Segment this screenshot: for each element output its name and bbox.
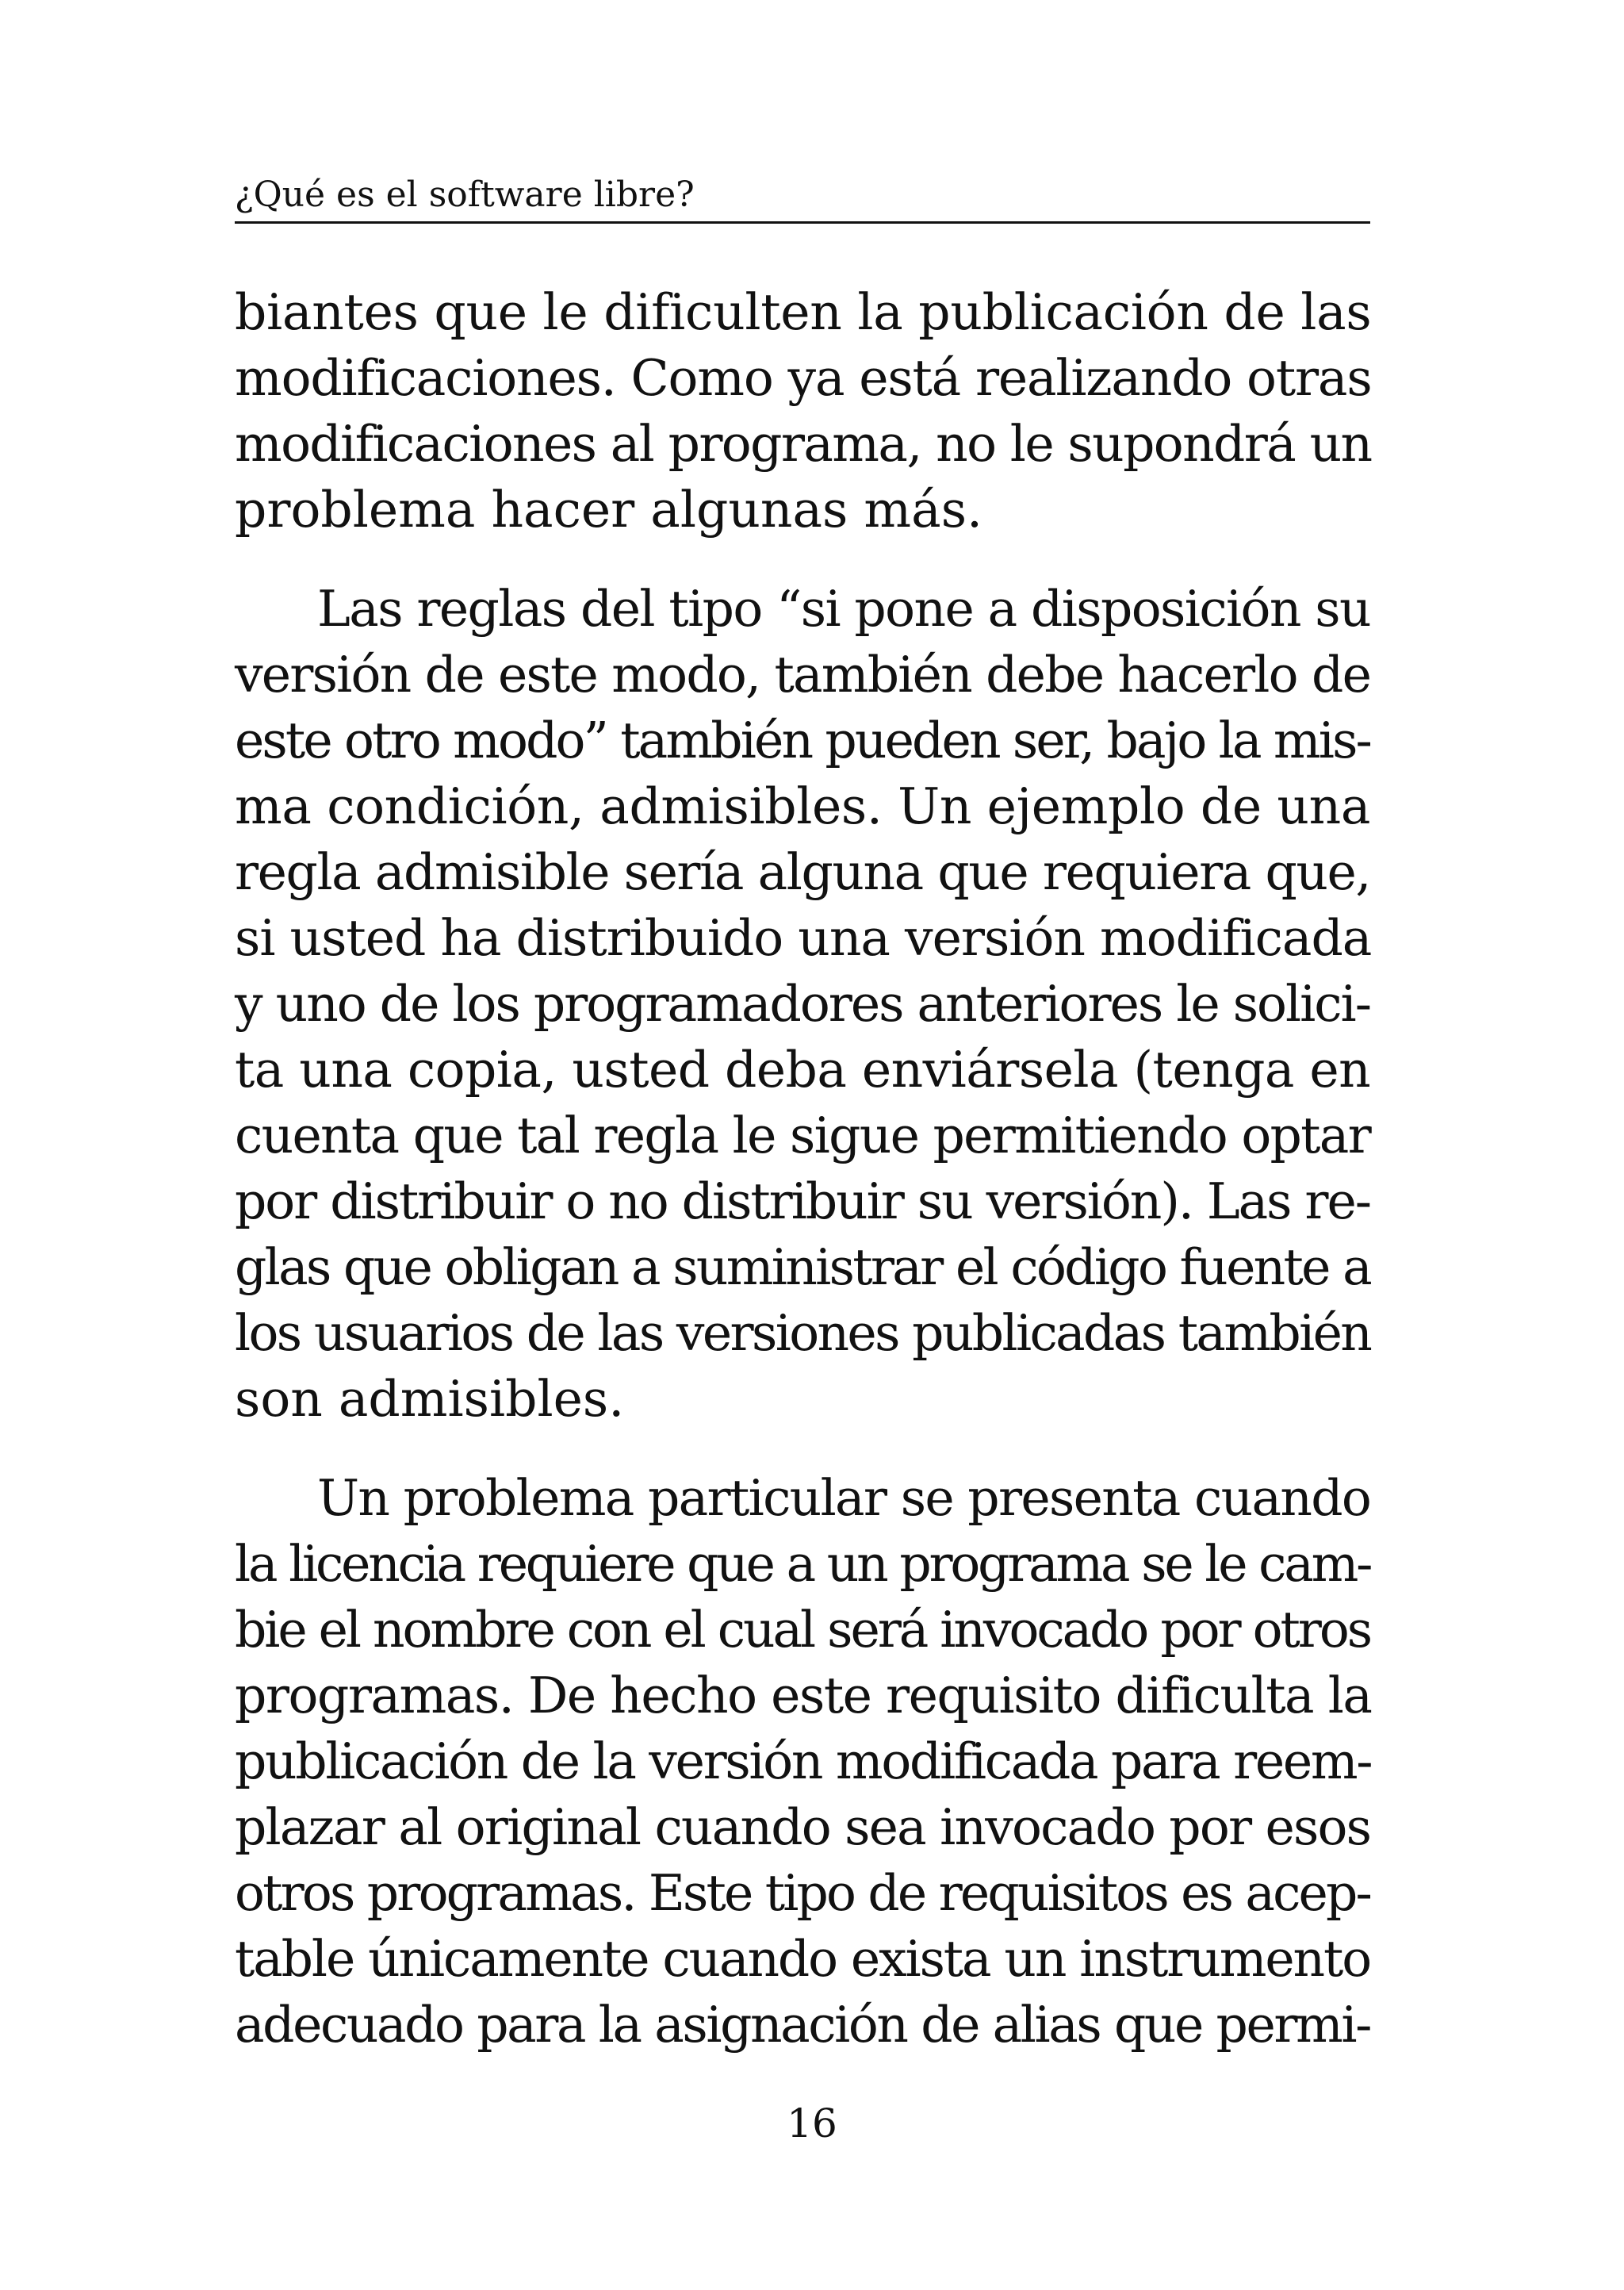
text-line: programas. De hecho este requisito dificulta la	[235, 1667, 1372, 1724]
paragraph-problema	[235, 1465, 1370, 2058]
text-line: versión de este modo, también debe hacerlo de	[235, 646, 1371, 704]
text-line: publicación de la versión modificada para reem-	[235, 1732, 1372, 1790]
paragraph-continuation	[235, 279, 1370, 543]
text-line: y uno de los programadores anteriores le solici-	[235, 975, 1370, 1033]
text-line: adecuado para la asignación de alias que permi-	[235, 1996, 1370, 2054]
paragraph-reglas	[235, 576, 1370, 1432]
text-line: ta una copia, usted deba enviársela (tenga en	[235, 1041, 1371, 1099]
running-header-title: ¿Qué es el software libre?	[235, 175, 695, 215]
text-line: otros programas. Este tipo de requisitos es acep-	[235, 1864, 1370, 1922]
text-line: Las reglas del tipo “si pone a disposición su	[317, 580, 1370, 638]
text-line: bie el nombre con el cual será invocado por otros	[235, 1601, 1370, 1659]
text-line: por distribuir o no distribuir su versión). Las re-	[235, 1172, 1370, 1230]
text-line: modificaciones. Como ya está realizando otras	[235, 349, 1372, 407]
text-line: la licencia requiere que a un programa se le cam-	[235, 1535, 1371, 1593]
text-line: son admisibles.	[235, 1370, 625, 1428]
text-line: biantes que le dificulten la publicación de las	[235, 283, 1372, 341]
text-line: table únicamente cuando exista un instrumento	[235, 1930, 1371, 1988]
running-header	[235, 168, 1370, 224]
text-line: este otro modo” también pueden ser, bajo la mis-	[235, 712, 1370, 769]
body-text	[235, 279, 1370, 2058]
text-line: Un problema particular se presenta cuando	[317, 1469, 1371, 1527]
text-line: cuenta que tal regla le sigue permitiendo optar	[235, 1107, 1371, 1164]
text-line: problema hacer algunas más.	[235, 481, 983, 539]
page-number: 16	[787, 2100, 837, 2146]
text-line: los usuarios de las versiones publicadas también	[235, 1304, 1371, 1362]
text-line: glas que obligan a suministrar el código fuente a	[235, 1238, 1370, 1296]
text-line: si usted ha distribuido una versión modificada	[235, 909, 1372, 967]
text-line: ma condición, admisibles. Un ejemplo de una	[235, 777, 1370, 835]
text-line: modificaciones al programa, no le supondrá un	[235, 415, 1372, 473]
text-line: regla admisible sería alguna que requiera que,	[235, 843, 1370, 901]
text-line: plazar al original cuando sea invocado por esos	[235, 1798, 1371, 1856]
